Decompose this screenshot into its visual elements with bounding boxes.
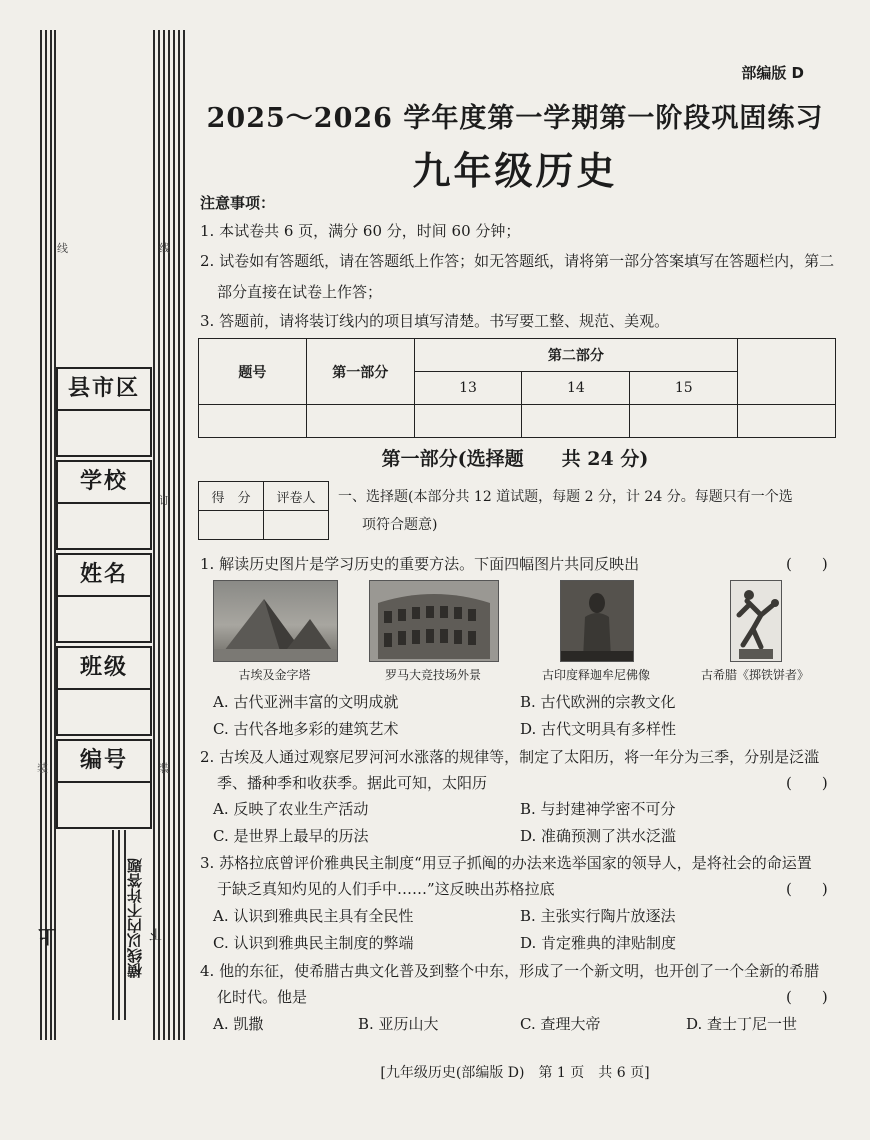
page-footer: [九年级历史(部编版 D) 第 1 页 共 6 页] bbox=[380, 1065, 650, 1081]
field-name-label: 姓名 bbox=[58, 555, 150, 597]
q1-option-c[interactable]: C. 古代各地多彩的建筑艺术 bbox=[213, 720, 399, 738]
up-mark: 上 bbox=[38, 928, 59, 946]
field-school[interactable] bbox=[56, 460, 152, 550]
caption-buddha: 古印度释迦牟尼佛像 bbox=[541, 668, 650, 682]
note-1: 1. 本试卷共 6 页，满分 60 分，时间 60 分钟； bbox=[200, 222, 521, 240]
q1-option-d[interactable]: D. 古代文明具有多样性 bbox=[520, 720, 677, 738]
score-q15: 15 bbox=[630, 372, 738, 405]
edition-label: 部编版 D bbox=[741, 64, 804, 82]
note-2-cont: 部分直接在试卷上作答； bbox=[217, 283, 383, 301]
down-mark: 下 bbox=[150, 928, 165, 941]
score-q14: 14 bbox=[522, 372, 630, 405]
no-answer-warning: 横线以内不许答题 bbox=[126, 858, 144, 978]
field-county-label: 县市区 bbox=[58, 369, 150, 411]
line-mark-right: 线 bbox=[159, 242, 170, 255]
field-name[interactable] bbox=[56, 553, 152, 643]
score-col-part2: 第二部分 bbox=[414, 339, 738, 372]
q3-option-d[interactable]: D. 肯定雅典的津贴制度 bbox=[520, 934, 677, 952]
q4-option-d[interactable]: D. 查士丁尼一世 bbox=[686, 1015, 798, 1033]
q3-answer-slot[interactable]: ( ) bbox=[786, 880, 828, 898]
field-school-label: 学校 bbox=[58, 462, 150, 504]
q3-option-b[interactable]: B. 主张实行陶片放逐法 bbox=[520, 907, 676, 925]
score-q13: 13 bbox=[414, 372, 522, 405]
grader-score-label: 得 分 bbox=[199, 482, 264, 511]
q4-answer-slot[interactable]: ( ) bbox=[786, 988, 828, 1006]
field-county[interactable] bbox=[56, 367, 152, 457]
score-col-question: 题号 bbox=[199, 339, 307, 405]
q2-option-b[interactable]: B. 与封建神学密不可分 bbox=[520, 800, 676, 818]
line-mark-left: 线 bbox=[57, 242, 68, 255]
field-class[interactable] bbox=[56, 646, 152, 736]
caption-colosseum: 罗马大竞技场外景 bbox=[384, 668, 481, 682]
q2-option-d[interactable]: D. 准确预测了洪水泛滥 bbox=[520, 827, 677, 845]
q1-answer-slot[interactable]: ( ) bbox=[786, 555, 828, 573]
q2-answer-slot[interactable]: ( ) bbox=[786, 774, 828, 792]
grader-score-cell[interactable] bbox=[199, 511, 264, 540]
caption-pyramids: 古埃及金字塔 bbox=[238, 668, 311, 682]
q4-stem: 4. 他的东征，使希腊古典文化普及到整个中东，形成了一个新文明，也开创了一个全新的希腊 bbox=[200, 962, 820, 980]
q3-option-c[interactable]: C. 认识到雅典民主制度的弊端 bbox=[213, 934, 414, 952]
score-cell[interactable] bbox=[738, 405, 836, 438]
q3-stem: 3. 苏格拉底曾评价雅典民主制度“用豆子抓阄的办法来选举国家的领导人，是将社会的命运置 bbox=[200, 854, 812, 872]
q4-stem-cont: 化时代。他是 bbox=[217, 988, 308, 1006]
q4-option-c[interactable]: C. 查理大帝 bbox=[520, 1015, 601, 1033]
score-cell[interactable] bbox=[306, 405, 414, 438]
q1-stem: 1. 解读历史图片是学习历史的重要方法。下面四幅图片共同反映出 bbox=[200, 555, 640, 573]
score-cell[interactable] bbox=[522, 405, 630, 438]
image-discobolus bbox=[730, 580, 782, 662]
score-cell[interactable] bbox=[630, 405, 738, 438]
image-buddha bbox=[560, 580, 634, 662]
exam-title: 2025～2026 学年度第一学期第一阶段巩固练习 bbox=[206, 103, 824, 134]
q1-option-b[interactable]: B. 古代欧洲的宗教文化 bbox=[520, 693, 676, 711]
q4-option-a[interactable]: A. 凯撒 bbox=[213, 1015, 264, 1033]
q2-stem: 2. 古埃及人通过观察尼罗河河水涨落的规律等，制定了太阳历，将一年分为三季，分别是泛滥 bbox=[200, 748, 820, 766]
q3-stem-cont: 于缺乏真知灼见的人们手中……”这反映出苏格拉底 bbox=[217, 880, 555, 898]
q2-option-c[interactable]: C. 是世界上最早的历法 bbox=[213, 827, 369, 845]
bind-mark-right: 装 bbox=[159, 762, 170, 775]
grader-name-label: 评卷人 bbox=[264, 482, 329, 511]
grader-name-cell[interactable] bbox=[264, 511, 329, 540]
part1-instruction-cont: 项符合题意) bbox=[362, 517, 438, 533]
field-class-label: 班级 bbox=[58, 648, 150, 690]
note-3: 3. 答题前，请将装订线内的项目填写清楚。书写要工整、规范、美观。 bbox=[200, 312, 670, 330]
image-colosseum bbox=[369, 580, 499, 662]
bind-mark-left: 装 bbox=[37, 762, 48, 775]
part1-title: 第一部分(选择题 共 24 分) bbox=[381, 448, 649, 470]
image-pyramids bbox=[213, 580, 338, 662]
score-col-part1: 第一部分 bbox=[306, 339, 414, 405]
score-cell[interactable] bbox=[199, 405, 307, 438]
q1-option-a[interactable]: A. 古代亚洲丰富的文明成就 bbox=[213, 693, 399, 711]
part1-instruction: 一、选择题(本部分共 12 道试题，每题 2 分，计 24 分。每题只有一个选 bbox=[338, 489, 793, 505]
q2-stem-cont: 季、播种季和收获季。据此可知，太阳历 bbox=[217, 774, 488, 792]
note-2: 2. 试卷如有答题纸，请在答题纸上作答；如无答题纸，请将第一部分答案填写在答题栏内，第二 bbox=[200, 252, 835, 270]
notes-heading: 注意事项： bbox=[200, 194, 276, 212]
caption-discobolus: 古希腊《掷铁饼者》 bbox=[700, 668, 809, 682]
q3-option-a[interactable]: A. 认识到雅典民主具有全民性 bbox=[213, 907, 414, 925]
q4-option-b[interactable]: B. 亚历山大 bbox=[358, 1015, 439, 1033]
score-cell[interactable] bbox=[414, 405, 522, 438]
field-number[interactable] bbox=[56, 739, 152, 829]
grader-table bbox=[198, 481, 329, 540]
field-number-label: 编号 bbox=[58, 741, 150, 783]
score-col-total bbox=[738, 339, 836, 405]
score-table bbox=[198, 338, 836, 438]
order-mark-right: 订 bbox=[159, 494, 170, 507]
q2-option-a[interactable]: A. 反映了农业生产活动 bbox=[213, 800, 369, 818]
subject-title: 九年级历史 bbox=[412, 148, 618, 193]
